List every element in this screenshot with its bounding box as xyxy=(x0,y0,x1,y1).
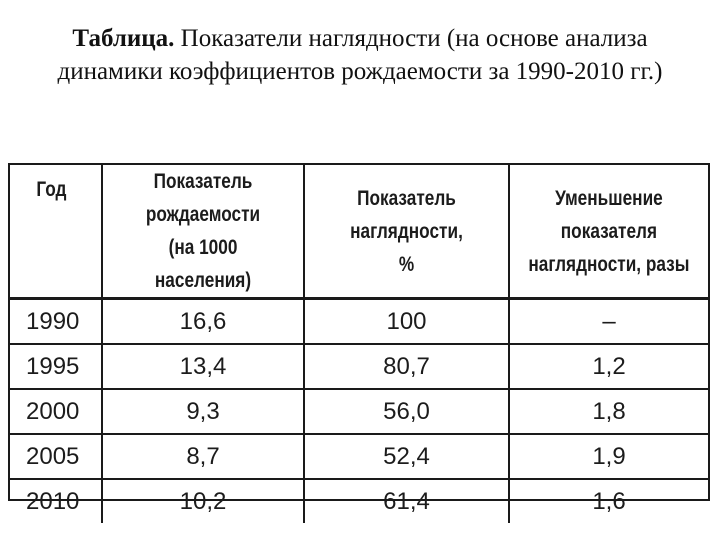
table-row xyxy=(10,479,708,523)
birth-rate-table xyxy=(10,165,708,523)
cell-visibility-decrease: 1,8 xyxy=(509,389,708,434)
cell-visibility-index: 52,4 xyxy=(304,434,509,479)
cell-visibility-decrease: 1,2 xyxy=(509,344,708,389)
header-birth-rate: Показатель рождаемости (на 1000 населения) xyxy=(120,165,286,299)
cell-visibility-decrease: – xyxy=(509,299,708,345)
cell-year: 1990 xyxy=(10,299,102,345)
cell-visibility-index: 61,4 xyxy=(304,479,509,523)
cell-birth-rate: 8,7 xyxy=(102,434,304,479)
cell-birth-rate: 13,4 xyxy=(102,344,304,389)
caption-lead: Таблица. xyxy=(72,25,175,52)
cell-year: 2010 xyxy=(10,479,102,523)
cell-visibility-decrease: 1,9 xyxy=(509,434,708,479)
table-row xyxy=(10,434,708,479)
cell-birth-rate: 10,2 xyxy=(102,479,304,523)
cell-visibility-index: 56,0 xyxy=(304,389,509,434)
cell-birth-rate: 9,3 xyxy=(102,389,304,434)
table-row xyxy=(10,389,708,434)
table-caption xyxy=(40,22,680,88)
caption-text: Показатели наглядности (на основе анализа динамики коэффициентов рождаемости за 1990-2010 гг.) xyxy=(57,25,663,85)
cell-visibility-decrease: 1,6 xyxy=(592,487,626,515)
cell-birth-rate: 16,6 xyxy=(102,299,304,345)
table-row xyxy=(10,344,708,389)
header-visibility-decrease: Уменьшение показателя наглядности, разы xyxy=(527,165,690,299)
cell-year: 1995 xyxy=(10,344,102,389)
cell-visibility-index: 100 xyxy=(304,299,509,345)
table-row xyxy=(10,299,708,345)
header-year: Год xyxy=(18,165,93,299)
header-visibility-index: Показатель наглядности, % xyxy=(322,165,490,299)
cell-visibility-index: 80,7 xyxy=(304,344,509,389)
cell-year: 2005 xyxy=(10,434,102,479)
table-header-row xyxy=(10,165,708,299)
data-table-frame xyxy=(8,163,710,515)
cell-year: 2000 xyxy=(10,389,102,434)
